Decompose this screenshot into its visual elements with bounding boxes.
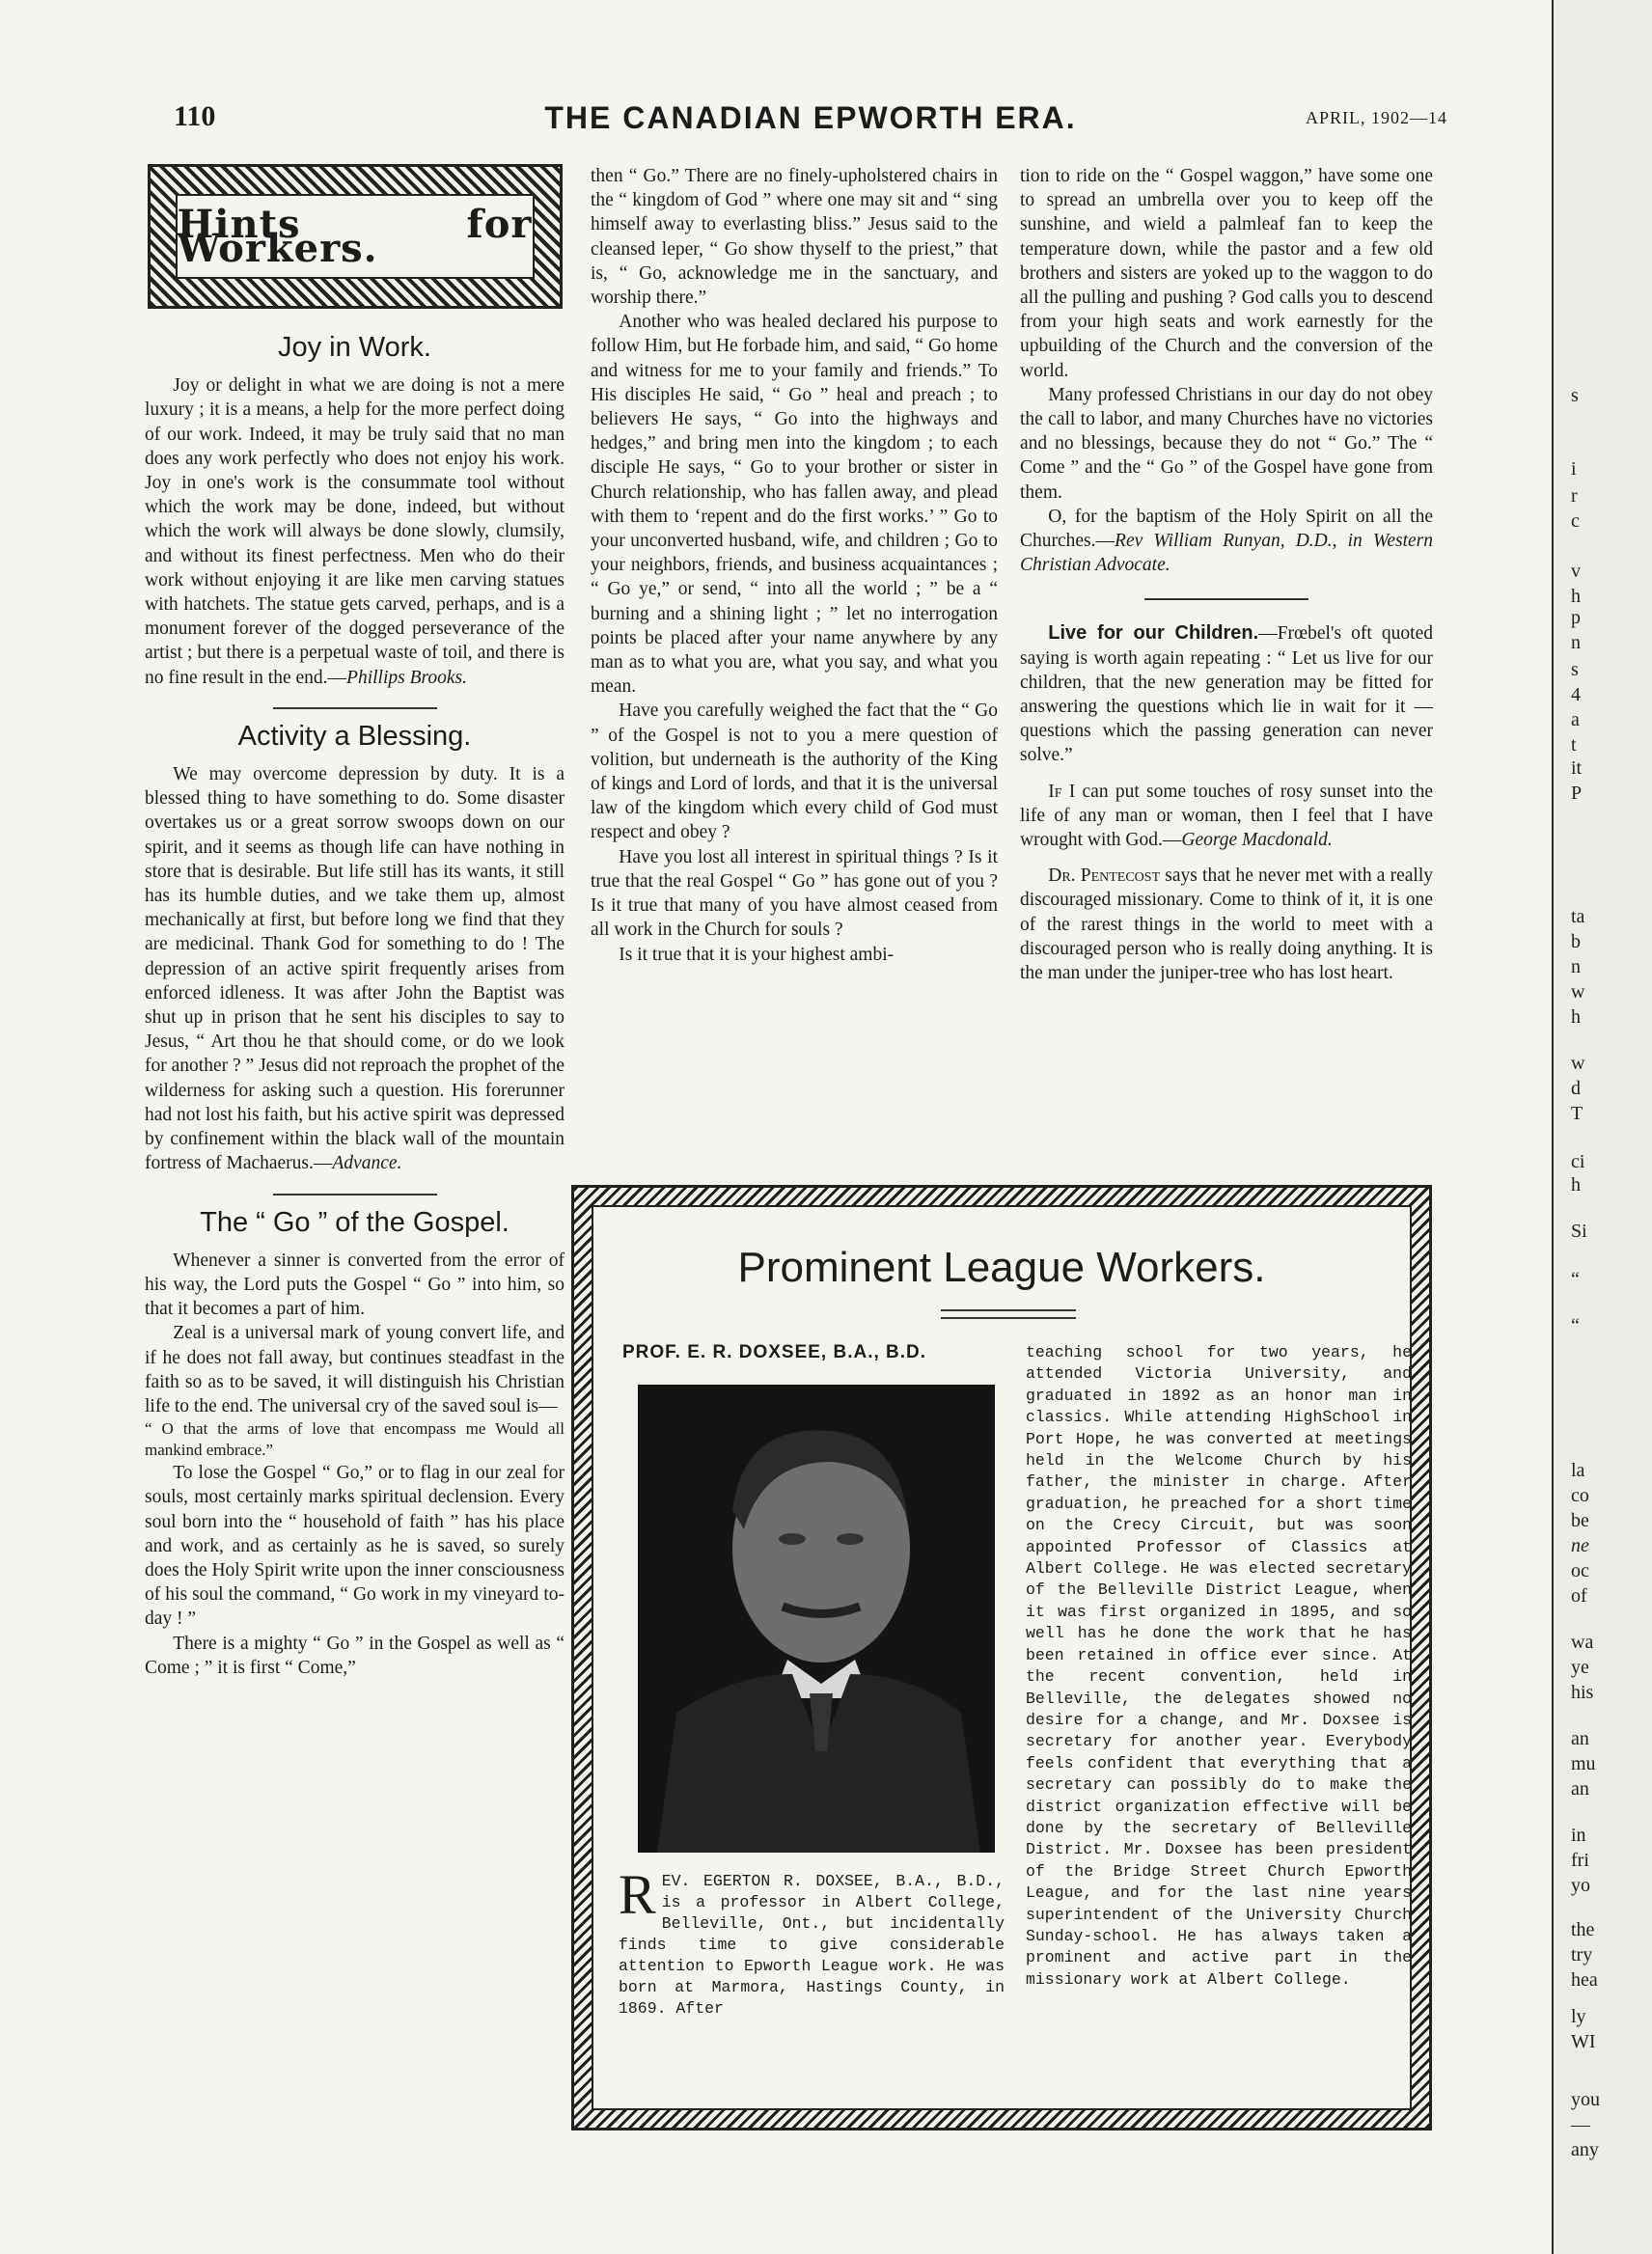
league-title: Prominent League Workers. — [737, 1244, 1266, 1291]
article-body: Joy or delight in what we are doing is not a mere luxury ; it is a means, a help for the more perfect doing of our work. Indeed, it may be truly said that no man does any work perfectly who does not enjoy his work. Joy in one's work is the consummate tool without which the work may be done, indeed, but without which the work will always be done slowly, clumsily, and without its finest perfectness. Men who do their work without enjoying it are like men carving statues with hatchets. The statue gets carved, perhaps, and is a monument forever of the dogged perseverance of the artist ; but there is a perpetual waste of toil, and there is no fine result in the end.—Phillips Brooks. — [145, 375, 564, 688]
edge-fragment: i — [1571, 458, 1577, 480]
adjacent-page-edge — [1552, 0, 1652, 2254]
edge-fragment: 4 — [1571, 684, 1581, 705]
article-paragraph: O, for the baptism of the Holy Spirit on all the Churches.—Rev William Runyan, D.D., in Western Christian Advocate. — [1020, 506, 1433, 576]
publication-title: THE CANADIAN EPWORTH ERA. — [544, 100, 1077, 135]
edge-fragment: la — [1571, 1460, 1585, 1481]
article-title-joy: Joy in Work. — [277, 332, 431, 363]
article-body: We may overcome depression by duty. It is a blessed thing to have something to do. Some disaster overtakes us or a great sorrow swoops down on our spirit, and it seems as though life can have nothing in store that is desirable. But life still has its wants, it still has its humble duties, and we take them up, almost mechanically at first, but before long we find that they are medicinal. Thank God for something to do ! The depression of an active spirit frequently arises from enforced idleness. It was after John the Baptist was shut up in prison that he sent his disciples to say to Jesus, “ Art thou he that should come, or do we look for another ? ” Jesus did not reproach the prophet of the wilderness for asking such a question. His forerunner had not lost his faith, but his active spirit was depressed by confinement within the black wall of the mountain fortress of Machaerus.—Advance. — [145, 764, 564, 1174]
article-paragraph: then “ Go.” There are no finely-upholstered chairs in the “ kingdom of God ” where one may sit and “ sing himself away to everlasting bliss.” Jesus said to the cleansed leper, “ Go show thyself to the priest,” that is, “ Go, acknowledge me in the sanctuary, and worship there.” — [591, 166, 998, 309]
title-rule — [941, 1309, 1076, 1319]
column-1 — [145, 164, 564, 1680]
edge-fragment: oc — [1571, 1560, 1589, 1581]
edge-fragment: — — [1571, 2114, 1590, 2135]
edge-fragment: a — [1571, 709, 1580, 730]
section-banner-title: Hints for Workers. — [177, 201, 533, 271]
edge-fragment: of — [1571, 1585, 1587, 1607]
article-byline: Rev William Runyan, D.D., in Western Christian Advocate. — [1020, 531, 1433, 576]
edge-fragment: be — [1571, 1510, 1589, 1531]
runin-heading: Live for our Children. — [1048, 622, 1259, 645]
column-3 — [1020, 164, 1433, 985]
edge-fragment: any — [1571, 2139, 1599, 2160]
edge-fragment: “ — [1571, 1269, 1580, 1290]
edge-fragment: s — [1571, 385, 1579, 406]
issue-date: APRIL, 1902—14 — [1305, 108, 1447, 127]
bio-text-right: teaching school for two years, he attended Victoria University, and graduated in 1892 as an honor man in classics. While attending HighSchool in Port Hope, he was converted at meetings held in the Welcome Church by his father, the minister in charge. After graduation, he preached for a short time on the Crecy Circuit, but was soon appointed Professor of Classics at Albert College. He was elected secretary of the Belleville District League, when it was first organized in 1895, and so well has he done the work that he has been retained in office ever since. At the recent convention, held in Belleville, the delegates showed no desire for a change, and Mr. Doxsee is secretary for another year. Everybody feels confident that everything that a secretary can possibly do to make the district organization effective will be done by the secretary of Belleville District. Mr. Doxsee has been president of the Bridge Street Church Epworth League, and for the last nine years superintendent of the University Church Sunday-school. He has always taken a prominent and active part in the missionary work at Albert College. — [1026, 1343, 1412, 1989]
league-workers-box — [571, 1185, 1432, 2130]
edge-fragment: h — [1571, 1174, 1581, 1196]
edge-fragment: n — [1571, 632, 1581, 653]
edge-fragment: T — [1571, 1103, 1583, 1124]
article-paragraph: To lose the Gospel “ Go,” or to flag in our zeal for souls, most certainly marks spiritual declension. Every soul born into the “ household of faith ” has his place and work, and as certainly as he is saved, so surely does the Holy Spirit write upon the inner consciousness of his soul the command, “ Go work in my vineyard to-day ! ” — [145, 1463, 564, 1630]
edge-fragment: ne — [1571, 1535, 1589, 1556]
edge-fragment: hea — [1571, 1969, 1598, 1991]
edge-fragment: you — [1571, 2089, 1600, 2110]
edge-fragment: t — [1571, 734, 1577, 756]
article-pentecost: Dr. Pentecost says that he never met with a really discouraged missionary. Come to think of it, it is one of the rarest things in the world to meet with a discouraged person who is really doing anything. It is the man under the juniper-tree who has lost heart. — [1020, 866, 1433, 984]
edge-fragment: an — [1571, 1778, 1589, 1800]
edge-fragment: his — [1571, 1682, 1594, 1703]
article-paragraph: tion to ride on the “ Gospel waggon,” have some one to spread an umbrella over you to keep off the sunshine, and wield a palmleaf fan to keep the temperature down, while the pastor and a few old brothers and sisters are yoked up to the waggon to do all the pulling and pushing ? God calls you to descend from your high seats and work earnestly for the upbuilding of the Church and the conversion of the world. — [1020, 166, 1433, 381]
edge-fragment: ci — [1571, 1151, 1585, 1172]
bio-text-left: REV. EGERTON R. DOXSEE, B.A., B.D., is a professor in Albert College, Belleville, Ont., but incidentally finds time to give considerable attention to Epworth League work. He was born at Marmora, Hastings County, in 1869. After — [619, 1863, 1005, 2018]
edge-fragment: d — [1571, 1078, 1581, 1099]
article-title-activity: Activity a Blessing. — [237, 720, 472, 752]
article-paragraph: Have you lost all interest in spiritual things ? Is it true that the real Gospel “ Go ” has gone out of you ? Is it true that many of you have almost ceased from all work in the Church for souls ? — [591, 846, 998, 941]
edge-fragment: mu — [1571, 1753, 1596, 1774]
article-paragraph: Have you carefully weighed the fact that the “ Go ” of the Gospel is not to you a mere question of volition, but underneath is the authority of the King of kings and Lord of lords, and that it is the universal law of the kingdom which every child of God must respect and obey ? — [591, 701, 998, 843]
edge-fragment: p — [1571, 607, 1581, 628]
edge-fragment: Si — [1571, 1221, 1587, 1242]
edge-fragment: yo — [1571, 1875, 1590, 1896]
edge-fragment: an — [1571, 1728, 1589, 1749]
portrait-photo — [638, 1385, 995, 1853]
edge-fragment: WI — [1571, 2031, 1596, 2052]
article-paragraph: Zeal is a universal mark of young convert life, and if he does not fall away, but continues steadfast in the faith so as to be saved, it will distinguish his Christian life to the end. The universal cry of the saved soul is— — [145, 1323, 564, 1416]
edge-fragment: r — [1571, 485, 1578, 507]
article-paragraph: Many professed Christians in our day do not obey the call to labor, and many Churches have no victories and no blessings, because they do not “ Go.” The “ Come ” and the “ Go ” of the Gospel have gone from them. — [1020, 384, 1433, 503]
edge-fragment: it — [1571, 757, 1583, 779]
article-live-children: Live for our Children.—Frœbel's oft quoted saying is worth again repeating : “ Let us live for our children, that the new generation may be fitted for answering the questions which lie in wait for it —questions which the passing generation can never solve.” — [1020, 622, 1433, 766]
column-2 — [591, 164, 998, 967]
article-byline: George Macdonald. — [1181, 830, 1333, 851]
divider — [1144, 598, 1308, 600]
edge-fragment: w — [1571, 981, 1585, 1003]
profile-name: PROF. E. R. DOXSEE, B.A., B.D. — [622, 1342, 927, 1362]
section-banner — [148, 164, 563, 309]
edge-fragment: P — [1571, 783, 1583, 804]
article-rosy-sunset: If I can put some touches of rosy sunset into the life of any man or woman, then I feel that I have wrought with God.—George Macdonald. — [1020, 781, 1433, 851]
edge-fragment: fri — [1571, 1850, 1589, 1871]
edge-fragment: wa — [1571, 1632, 1594, 1653]
edge-fragment: co — [1571, 1485, 1589, 1506]
article-title-go: The “ Go ” of the Gospel. — [200, 1206, 509, 1238]
page-header — [174, 100, 1447, 139]
page-number: 110 — [174, 100, 216, 132]
article-paragraph: Is it true that it is your highest ambi- — [619, 944, 895, 965]
article-paragraph: There is a mighty “ Go ” in the Gospel as well as “ Come ; ” it is first “ Come,” — [145, 1633, 564, 1678]
edge-fragment: b — [1571, 931, 1581, 952]
verse-quote: “ O that the arms of love that encompass me Would all mankind embrace.” — [145, 1419, 564, 1460]
edge-fragment: try — [1571, 1944, 1593, 1965]
edge-fragment: v — [1571, 561, 1581, 582]
article-byline: Advance. — [332, 1153, 402, 1174]
edge-fragment: s — [1571, 659, 1579, 680]
edge-fragment: c — [1571, 510, 1580, 532]
article-byline: Phillips Brooks. — [346, 667, 467, 688]
edge-fragment: w — [1571, 1053, 1585, 1074]
divider — [273, 1194, 437, 1196]
edge-fragment: “ — [1571, 1315, 1580, 1336]
edge-fragment: the — [1571, 1919, 1595, 1940]
edge-fragment: ye — [1571, 1657, 1589, 1678]
article-paragraph: Whenever a sinner is converted from the error of his way, the Lord puts the Gospel “ Go ” into him, so that it becomes a part of him. — [145, 1250, 564, 1320]
edge-fragment: h — [1571, 1006, 1581, 1028]
edge-fragment: h — [1571, 586, 1581, 607]
edge-fragment: n — [1571, 956, 1581, 977]
edge-fragment: in — [1571, 1825, 1586, 1846]
drop-cap: R — [619, 1863, 656, 1926]
edge-fragment: ta — [1571, 906, 1585, 927]
divider — [273, 707, 437, 709]
edge-fragment: ly — [1571, 2006, 1586, 2027]
article-paragraph: Another who was healed declared his purpose to follow Him, but He forbade him, and said, “ Go home and witness for me to your family and friends.” To His disciples He said, “ Go ” heal and preach ; to believers He says, “ Go into the highways and hedges,” and bring men into the kingdom ; to each disciple He says, “ Go to your brother or sister in Church relationship, who has fallen away, and plead with them to ‘repent and do the first works.’ ” Go to your unconverted husband, wife, and children ; Go to your neighbors, friends, and business acquaintances ; “ Go ye,” or send, “ into all the world ; ” be a “ burning and a shining light ; ” let no interrogation points be placed after your name anywhere by any man as to what you are, what you say, and what you mean. — [591, 312, 998, 698]
